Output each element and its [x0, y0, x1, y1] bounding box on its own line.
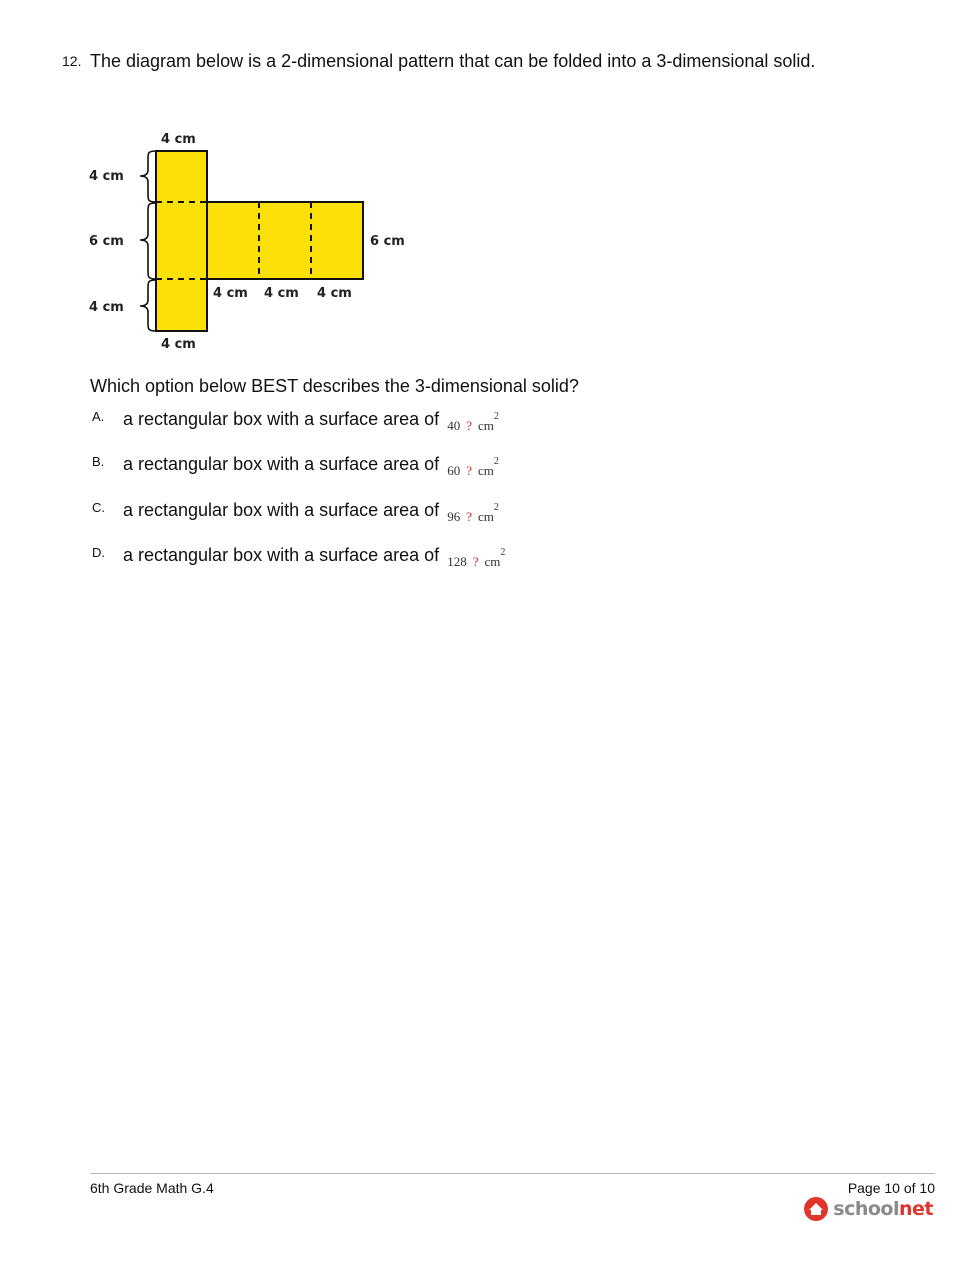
option-value: 128 ? cm2 [447, 546, 506, 569]
label-top-width: 4 cm [161, 132, 196, 147]
net-horizontal-strip [207, 202, 363, 279]
schoolnet-logo [803, 1196, 933, 1222]
label-bottom-3: 4 cm [317, 286, 352, 301]
option-text: a rectangular box with a surface area of [123, 409, 440, 429]
question-prompt: Which option below BEST describes the 3-dimensional solid? [90, 376, 579, 396]
house-icon [803, 1196, 829, 1222]
option-letter: B. [92, 454, 105, 469]
label-right-height: 6 cm [370, 234, 405, 249]
option-text: a rectangular box with a surface area of [123, 500, 440, 520]
logo-text-net: net [899, 1198, 933, 1220]
label-bottom-1: 4 cm [213, 286, 248, 301]
option-value: 60 ? cm2 [447, 455, 499, 478]
option-letter: D. [92, 545, 105, 560]
net-diagram [80, 122, 420, 358]
option-letter: A. [92, 409, 105, 424]
brace-middle [140, 203, 156, 279]
footer-page-number: Page 10 of 10 [847, 1180, 935, 1196]
logo-text-school: school [833, 1198, 899, 1220]
label-bottom-width: 4 cm [161, 337, 196, 352]
label-left-bottom: 4 cm [89, 300, 124, 315]
question-text: The diagram below is a 2-dimensional pattern that can be folded into a 3-dimensional solid. [90, 51, 816, 71]
net-vertical-strip [156, 151, 207, 331]
option-letter: C. [92, 500, 105, 515]
label-left-top: 4 cm [89, 169, 124, 184]
option-text: a rectangular box with a surface area of [123, 545, 440, 565]
option-text: a rectangular box with a surface area of [123, 454, 440, 474]
label-bottom-2: 4 cm [264, 286, 299, 301]
option-value: 40 ? cm2 [447, 410, 499, 433]
brace-top [140, 151, 156, 202]
footer-divider [90, 1173, 935, 1174]
question-number: 12. [62, 53, 82, 69]
footer-course-title: 6th Grade Math G.4 [90, 1180, 214, 1196]
label-left-middle: 6 cm [89, 234, 124, 249]
brace-bottom [140, 280, 156, 331]
option-value: 96 ? cm2 [447, 501, 499, 524]
